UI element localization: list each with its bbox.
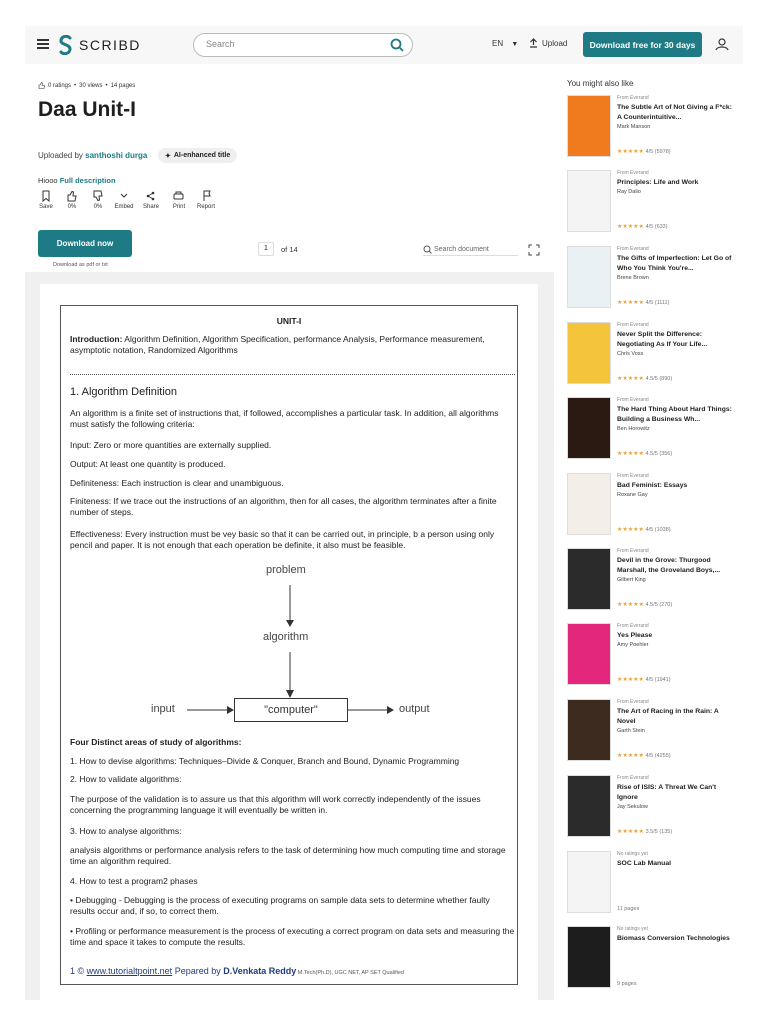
- unit-title: UNIT-I: [276, 316, 302, 326]
- recommendation-item[interactable]: [567, 322, 737, 392]
- print-label: Print: [172, 204, 186, 210]
- rating-value: 4/5 (4255): [645, 753, 671, 759]
- star-rating-icon: ★★★★★: [617, 527, 646, 533]
- upvote-button[interactable]: [62, 190, 82, 210]
- item-title[interactable]: The Subtle Art of Not Giving a F*ck: A Counterintuitive...: [617, 104, 732, 121]
- download-format-hint: Download as pdf or txt: [53, 262, 108, 268]
- save-label: Save: [39, 204, 53, 210]
- pages-count: 14 pages: [110, 82, 136, 89]
- item-source: From Everand: [617, 170, 649, 176]
- dotted-divider: [70, 374, 515, 375]
- areas-heading: Four Distinct areas of study of algorithms:: [70, 737, 242, 747]
- diagram-algorithm-label: algorithm: [263, 631, 309, 643]
- star-rating-icon: ★★★★★: [617, 376, 646, 382]
- definiteness-criterion: Definiteness: Each instruction is clear and unambiguous.: [70, 478, 284, 488]
- item-rating: [617, 299, 669, 306]
- item-title[interactable]: The Art of Racing in the Rain: A Novel: [617, 708, 719, 725]
- star-rating-icon: ★★★★★: [617, 753, 646, 759]
- recommendation-item[interactable]: [567, 246, 737, 316]
- book-cover-image[interactable]: [567, 548, 611, 610]
- item-source: From Everand: [617, 473, 649, 479]
- item-rating: [617, 148, 671, 155]
- meta-separator: •: [74, 82, 77, 89]
- item-author: Mark Manson: [617, 124, 651, 130]
- star-rating-icon: ★★★★★: [617, 224, 646, 230]
- description-text: Hiooo: [38, 176, 60, 185]
- rating-value: 4.5/5 (890): [645, 376, 673, 382]
- item-title[interactable]: Yes Please: [617, 632, 653, 639]
- save-button[interactable]: [36, 190, 56, 210]
- sparkle-icon: ✦: [165, 152, 171, 160]
- section-heading: 1. Algorithm Definition: [70, 386, 177, 398]
- upload-button[interactable]: [529, 38, 567, 48]
- document-meta: [38, 82, 135, 89]
- ai-enhanced-badge[interactable]: [158, 148, 237, 163]
- item-author: Jay Sekulow: [617, 804, 648, 810]
- area-3-text: analysis algorithms or performance analysis refers to the task of determining how much computing time and storage time an algorithm required.: [70, 845, 506, 866]
- item-author: Brene Brown: [617, 275, 649, 281]
- upload-icon: [529, 38, 538, 48]
- book-cover-image[interactable]: [567, 322, 611, 384]
- sidebar-heading: You might also like: [567, 79, 634, 88]
- item-title[interactable]: Devil in the Grove: Thurgood Marshall, the Groveland Boys,...: [617, 557, 721, 574]
- hamburger-menu-icon[interactable]: [37, 39, 49, 49]
- recommendation-item[interactable]: [567, 851, 737, 921]
- search-icon[interactable]: [390, 38, 404, 52]
- ratings-count: 0 ratings: [48, 82, 72, 89]
- star-rating-icon: ★★★★★: [617, 829, 646, 835]
- rating-value: 4/5 (1941): [645, 677, 671, 683]
- debugging-bullet: • Debugging - Debugging is the process of executing programs on sample data sets to determine whether faulty results occur and, if so, to correct them.: [70, 895, 490, 916]
- uploaded-by-label: Uploaded by: [38, 151, 86, 160]
- item-source: From Everand: [617, 699, 649, 705]
- item-author: Ben Horowitz: [617, 426, 650, 432]
- item-rating: [617, 223, 668, 230]
- rating-value: 4.5/5 (270): [645, 602, 673, 608]
- footer-qualifications: M.Tech(Ph.D), UGC NET, AP SET Qualified: [296, 970, 404, 976]
- finiteness-criterion: Finiteness: If we trace out the instructions of an algorithm, then for all cases, the algorithm terminates after a finite number of steps.: [70, 496, 497, 517]
- language-selector[interactable]: [492, 39, 518, 48]
- star-rating-icon: ★★★★★: [617, 451, 646, 457]
- share-button[interactable]: [140, 190, 162, 210]
- diagram-arrows: [140, 570, 440, 720]
- input-criterion: Input: Zero or more quantities are externally supplied.: [70, 440, 272, 450]
- scribd-logo[interactable]: [59, 34, 141, 56]
- item-author: Garth Stein: [617, 728, 645, 734]
- recommendation-item[interactable]: [567, 397, 737, 467]
- item-source: From Everand: [617, 775, 649, 781]
- output-criterion: Output: At least one quantity is produced.: [70, 459, 226, 469]
- diagram-input-label: input: [151, 703, 175, 715]
- recommendation-item[interactable]: [567, 775, 737, 845]
- share-label: Share: [142, 204, 159, 210]
- recommendation-item[interactable]: [567, 473, 737, 543]
- item-author: Gilbert King: [617, 577, 646, 583]
- download-free-button[interactable]: Download free for 30 days: [583, 32, 702, 57]
- print-icon: [168, 190, 188, 202]
- item-rating: [617, 752, 671, 759]
- search-icon: [423, 245, 432, 254]
- recommendation-item[interactable]: [567, 699, 737, 769]
- search-document-input[interactable]: [423, 243, 518, 256]
- user-account-icon[interactable]: [711, 34, 733, 56]
- thumbs-up-icon: [62, 190, 82, 202]
- book-cover-image[interactable]: [567, 926, 611, 988]
- star-rating-icon: ★★★★★: [617, 677, 646, 683]
- full-description-link[interactable]: Full description: [59, 176, 116, 185]
- book-cover-image[interactable]: [567, 397, 611, 459]
- share-icon: [140, 190, 160, 202]
- report-label: Report: [196, 204, 215, 210]
- embed-icon: [114, 190, 134, 202]
- rating-value: 3.5/5 (135): [645, 829, 673, 835]
- book-cover-image[interactable]: [567, 699, 611, 761]
- book-cover-image[interactable]: [567, 473, 611, 535]
- item-author: Amy Poehler: [617, 642, 649, 648]
- book-cover-image[interactable]: [567, 170, 611, 232]
- flag-icon: [196, 190, 216, 202]
- language-label: EN: [492, 39, 504, 48]
- item-author: Chris Voss: [617, 351, 644, 357]
- upload-label: Upload: [542, 38, 568, 48]
- embed-label: Embed: [114, 204, 134, 210]
- profiling-bullet: • Profiling or performance measurement is the process of executing a correct program on data sets and measuring the time and space it takes to compute the results.: [70, 926, 515, 947]
- views-count: 30 views: [79, 82, 103, 89]
- embed-button[interactable]: [114, 190, 134, 210]
- rating-value: 9 pages: [617, 981, 637, 987]
- item-title[interactable]: Biomass Conversion Technologies: [617, 935, 730, 942]
- fullscreen-icon[interactable]: [528, 244, 540, 256]
- thumbs-down-icon: [88, 190, 108, 202]
- thumbs-up-icon: [38, 82, 45, 89]
- item-rating: [617, 375, 672, 382]
- footer-url[interactable]: www.tutorialtpoint.net: [86, 966, 173, 976]
- item-source: No ratings yet: [617, 926, 648, 932]
- diagram-problem-label: problem: [266, 564, 306, 576]
- star-rating-icon: ★★★★★: [617, 149, 646, 155]
- area-1: 1. How to devise algorithms: Techniques–Divide & Conquer, Branch and Bound, Dynamic Programming: [70, 756, 460, 766]
- page-total: of 14: [281, 245, 298, 254]
- print-button[interactable]: [168, 190, 190, 210]
- item-source: From Everand: [617, 322, 649, 328]
- upvote-percent: 0%: [67, 204, 77, 210]
- area-4: 4. How to test a program2 phases: [70, 876, 198, 886]
- page-footer: [70, 966, 404, 976]
- item-rating: [617, 906, 639, 912]
- item-rating: [617, 601, 672, 608]
- item-rating: [617, 828, 672, 835]
- rating-value: 4/5 (1111): [645, 300, 670, 306]
- effectiveness-criterion: Effectiveness: Every instruction must be vey basic so that it can be carried out, in principle, b a person using only pencil and paper. It is not enough that each operation be definite, it also must be feasible.: [70, 529, 495, 550]
- item-author: Ray Dalio: [617, 189, 641, 195]
- rating-value: 11 pages: [617, 906, 640, 912]
- report-button[interactable]: [196, 190, 216, 210]
- page-number-input[interactable]: 1: [258, 242, 274, 256]
- book-cover-image[interactable]: [567, 775, 611, 837]
- meta-separator: •: [105, 82, 108, 89]
- recommendation-item[interactable]: [567, 926, 737, 996]
- item-source: From Everand: [617, 246, 649, 252]
- ai-badge-label: AI-enhanced title: [173, 152, 231, 159]
- item-source: From Everand: [617, 623, 649, 629]
- uploader-link[interactable]: santhoshi durga: [85, 151, 148, 160]
- downvote-button[interactable]: [88, 190, 108, 210]
- document-action-bar: [36, 190, 216, 210]
- intro-text: Algorithm Definition, Algorithm Specification, performance Analysis, Performance measurement, asymptotic notation, Randomized Algorithms: [70, 334, 485, 355]
- area-2-text: The purpose of the validation is to assure us that this algorithm will work correctly independently of the issues concerning the programming language it will eventually be written in.: [70, 794, 481, 815]
- item-title[interactable]: The Hard Thing About Hard Things: Building a Business Wh...: [617, 406, 732, 423]
- item-source: No ratings yet: [617, 851, 648, 857]
- download-now-button[interactable]: Download now: [38, 230, 132, 257]
- item-title[interactable]: Bad Feminist: Essays: [617, 482, 688, 489]
- downvote-percent: 0%: [93, 204, 103, 210]
- chevron-down-icon: ▼: [511, 41, 519, 48]
- footer-prepared: Pepared by: [172, 966, 224, 976]
- brand-name: SCRIBD: [79, 37, 141, 53]
- search-document-placeholder: Search document: [434, 245, 489, 253]
- top-navigation-bar: [25, 26, 743, 64]
- item-title[interactable]: SOC Lab Manual: [617, 860, 672, 867]
- intro-paragraph: [70, 334, 515, 356]
- recommendation-item[interactable]: [567, 170, 737, 240]
- book-cover-image[interactable]: [567, 246, 611, 308]
- description-line: [38, 176, 116, 185]
- area-3: 3. How to analyse algorithms:: [70, 826, 182, 836]
- footer-page: 1 ©: [70, 966, 87, 976]
- area-2: 2. How to validate algorithms:: [70, 774, 182, 784]
- rating-value: 4.5/5 (356): [645, 451, 673, 457]
- document-title: Daa Unit-I: [38, 98, 137, 121]
- search-input[interactable]: [193, 33, 413, 57]
- diagram-output-label: output: [399, 703, 430, 715]
- rating-value: 4/5 (5978): [645, 149, 671, 155]
- diagram-computer-box: "computer": [234, 698, 348, 722]
- item-source: From Everand: [617, 548, 649, 554]
- item-title[interactable]: Never Split the Difference: Negotiating As If Your Life...: [617, 331, 708, 348]
- definition-paragraph: An algorithm is a finite set of instructions that, if followed, accomplishes a particular task. In addition, all algorithms must satisfy the following criteria:: [70, 408, 499, 429]
- item-source: From Everand: [617, 95, 649, 101]
- search-placeholder: Search: [206, 39, 235, 49]
- item-rating: [617, 526, 671, 533]
- recommendation-item[interactable]: [567, 95, 737, 165]
- intro-label: Introduction:: [70, 334, 123, 344]
- item-author: Roxane Gay: [617, 492, 648, 498]
- uploader-line: [38, 151, 147, 160]
- book-cover-image[interactable]: [567, 851, 611, 913]
- bookmark-icon: [36, 190, 56, 202]
- recommendation-item[interactable]: [567, 548, 737, 618]
- rating-value: 4/5 (633): [645, 224, 668, 230]
- scribd-logo-icon: [59, 35, 73, 55]
- item-rating: [617, 981, 637, 987]
- rating-value: 4/5 (1038): [645, 527, 671, 533]
- item-title[interactable]: Principles: Life and Work: [617, 179, 699, 186]
- item-title[interactable]: The Gifts of Imperfection: Let Go of Who You Think You're...: [617, 255, 732, 272]
- item-rating: [617, 450, 672, 457]
- item-rating: [617, 676, 671, 683]
- book-cover-image[interactable]: [567, 95, 611, 157]
- item-title[interactable]: Rise of ISIS: A Threat We Can't Ignore: [617, 784, 717, 801]
- star-rating-icon: ★★★★★: [617, 300, 646, 306]
- recommendation-item[interactable]: [567, 623, 737, 693]
- book-cover-image[interactable]: [567, 623, 611, 685]
- item-source: From Everand: [617, 397, 649, 403]
- footer-author: D.Venkata Reddy: [223, 966, 297, 976]
- star-rating-icon: ★★★★★: [617, 602, 646, 608]
